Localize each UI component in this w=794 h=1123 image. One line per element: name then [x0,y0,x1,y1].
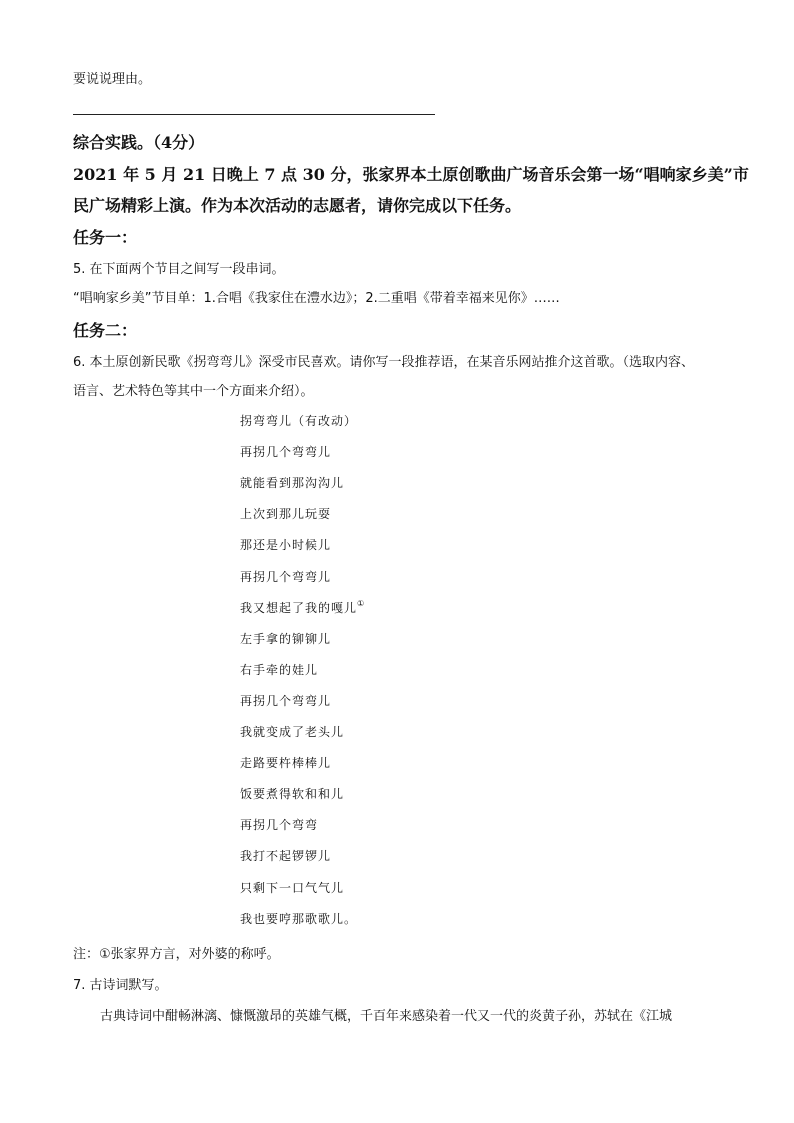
answer-line [73,114,435,115]
poem-line: 再拐几个弯弯儿 [240,693,332,708]
poem-line: 上次到那儿玩耍 [240,507,332,522]
poem-line: 就能看到那沟沟儿 [240,476,345,491]
reason-text: 要说说理由。 [73,72,152,87]
poem-line: 我也要哼那歌歌儿。 [240,911,358,926]
poem-line: 走路要杵棒棒儿 [240,756,332,771]
poem-line: 只剩下一口气气儿 [240,880,345,895]
poem-line: 我打不起锣锣儿 [240,849,332,864]
poem-line: 右手牵的娃儿 [240,662,319,677]
intro-line-2: 民广场精彩上演。作为本次活动的志愿者，请你完成以下任务。 [73,196,522,215]
poem-line: 那还是小时候儿 [240,538,332,553]
question-5: 5. 在下面两个节目之间写一段串词。 [73,262,285,277]
question-6-line-1: 6. 本土原创新民歌《拐弯弯儿》深受市民喜欢。请你写一段推荐语，在某音乐网站推介这首歌。（选取内容、 [73,355,695,370]
footnote-mark: ① [357,598,366,608]
footnote: 注：①张家界方言，对外婆的称呼。 [73,947,280,962]
poem-line: 我又想起了我的嘎儿① [240,598,366,615]
poem-line: 再拐几个弯弯 [240,818,319,833]
poem-line: 左手拿的铆铆儿 [240,631,332,646]
poem-line: 再拐几个弯弯儿 [240,445,332,460]
question-6-line-2: 语言、艺术特色等其中一个方面来介绍）。 [73,384,314,399]
program-list: “唱响家乡美”节目单：1.合唱《我家住在澧水边》；2.二重唱《带着幸福来见你》…… [73,291,560,306]
task-two-heading: 任务二： [73,321,138,340]
task-one-heading: 任务一： [73,228,138,247]
poem-line: 我就变成了老头儿 [240,725,345,739]
poem-line: 拐弯弯儿（有改动） [240,414,358,428]
intro-line-1: 2021 年 5 月 21 日晚上 7 点 30 分，张家界本土原创歌曲广场音乐会第一场“唱响家乡美”市 [73,165,749,184]
poem-line: 再拐几个弯弯儿 [240,569,332,584]
poem-line: 饭要煮得软和和儿 [240,787,345,802]
question-7-text: 古典诗词中酣畅淋漓、慷慨激昂的英雄气概，千百年来感染着一代又一代的炎黄子孙，苏轼在《江城 [100,1009,673,1024]
question-7: 7. 古诗词默写。 [73,978,168,993]
section-title: 综合实践。（4分） [73,133,205,152]
